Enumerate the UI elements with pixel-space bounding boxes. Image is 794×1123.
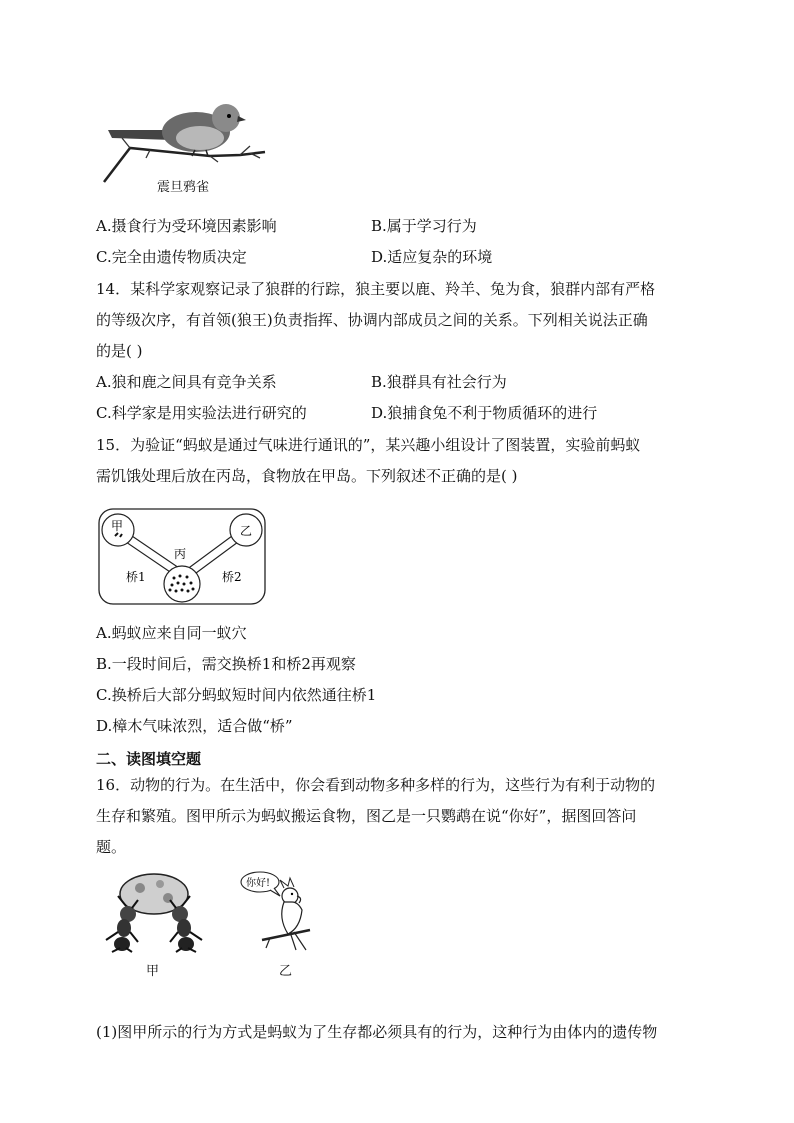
bird-illustration: [100, 100, 270, 186]
q15-option-c[interactable]: C.换桥后大部分蚂蚁短时间内依然通往桥1: [96, 686, 377, 704]
island-b-label: 乙: [240, 524, 253, 538]
q14-option-c[interactable]: C.科学家是用实验法进行研究的: [96, 404, 307, 422]
q15-stem-line1: 15．为验证“蚂蚁是通过气味进行通讯的”，某兴趣小组设计了图装置，实验前蚂蚁: [96, 436, 641, 454]
q13-option-b[interactable]: B.属于学习行为: [371, 217, 477, 235]
q16-stem-line2: 生存和繁殖。图甲所示为蚂蚁搬运食物，图乙是一只鹦鹉在说“你好”，据图回答问: [96, 807, 637, 825]
section-2-heading: 二、读图填空题: [96, 750, 202, 768]
q13-option-c[interactable]: C.完全由遗传物质决定: [96, 248, 247, 266]
q16-stem-line3: 题。: [96, 838, 127, 856]
speech-text: 你好!: [246, 878, 271, 889]
q13-option-a[interactable]: A.摄食行为受环境因素影响: [96, 217, 277, 235]
q14-stem-line1: 14．某科学家观察记录了狼群的行踪，狼主要以鹿、羚羊、兔为食，狼群内部有严格: [96, 280, 656, 298]
q15-option-b[interactable]: B.一段时间后，需交换桥1和桥2再观察: [96, 655, 356, 673]
q15-stem-line2: 需饥饿处理后放在丙岛，食物放在甲岛。下列叙述不正确的是( ): [96, 467, 518, 485]
bridge-2-label: 桥2: [222, 570, 242, 584]
figure-b-label: 乙: [279, 964, 293, 979]
q16-stem-line1: 16．动物的行为。在生活中，你会看到动物多种多样的行为，这些行为有利于动物的: [96, 776, 656, 794]
island-a-label: 甲: [111, 519, 124, 533]
q16-sub-question-1: (1)图甲所示的行为方式是蚂蚁为了生存都必须具有的行为，这种行为由体内的遗传物: [96, 1023, 658, 1041]
island-c-label: 丙: [174, 547, 187, 561]
q14-stem-line2: 的等级次序，有首领(狼王)负责指挥、协调内部成员之间的关系。下列相关说法正确: [96, 311, 648, 329]
ant-island-diagram: [96, 506, 268, 608]
bridge-1-label: 桥1: [126, 570, 146, 584]
bird-caption: 震旦鸦雀: [157, 180, 210, 195]
q14-option-b[interactable]: B.狼群具有社会行为: [371, 373, 507, 391]
q14-option-d[interactable]: D.狼捕食兔不利于物质循环的进行: [371, 404, 598, 422]
figure-a-label: 甲: [146, 964, 160, 979]
q15-option-d[interactable]: D.樟木气味浓烈，适合做“桥”: [96, 717, 293, 735]
island-c-shape: [164, 566, 200, 602]
q13-option-d[interactable]: D.适应复杂的环境: [371, 248, 493, 266]
q15-option-a[interactable]: A.蚂蚁应来自同一蚁穴: [96, 624, 247, 642]
q14-stem-line3: 的是( ): [96, 342, 143, 360]
parrot-illustration: [240, 868, 324, 954]
q14-option-a[interactable]: A.狼和鹿之间具有竞争关系: [96, 373, 277, 391]
ants-carrying-food-illustration: [98, 870, 208, 954]
